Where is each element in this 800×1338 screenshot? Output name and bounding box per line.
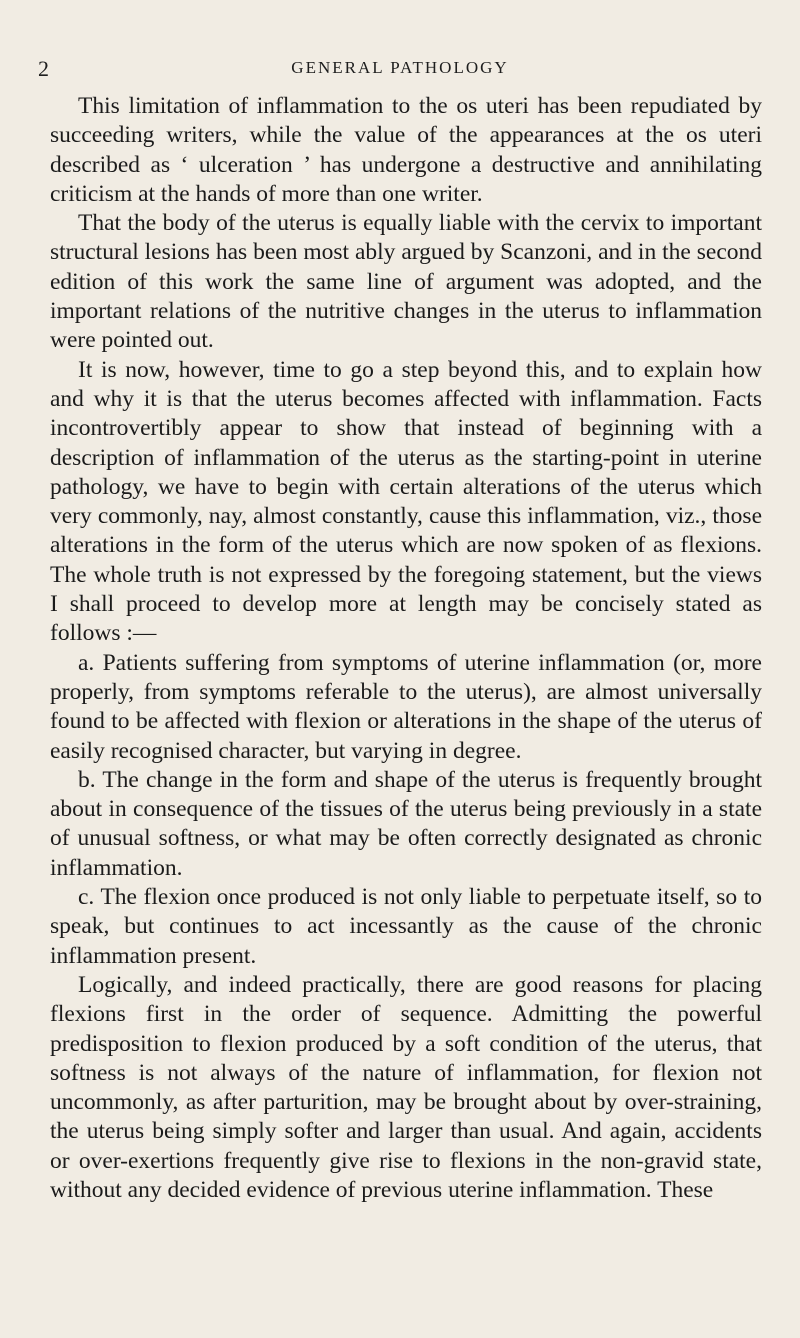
running-title: GENERAL PATHOLOGY [291, 58, 509, 77]
paragraph-point-b: b. The change in the form and shape of the uterus is frequently brought about in consequence of the tissues of the uterus being previously in a state of unusual softness, or what may be often correctly designated as chronic inflammation. [50, 766, 762, 881]
paragraph-logically: Logically, and indeed practically, there are good reasons for placing flexions first in the order of sequence. Admitting the powerful predisposition to flexion produced by a soft condition of the uterus, that softness is not always of the nature of inflammation, for flexion not uncommonly, as after parturition, may be brought about by over-straining, the uterus being simply softer and larger than usual. And again, accidents or over-exertions frequently give rise to flexions in the non-gravid state, without any decided evidence of previous uterine inflammation. These [50, 971, 762, 1203]
paragraph-point-c: c. The flexion once produced is not only liable to perpetuate itself, so to speak, but continues to act incessantly as the cause of the chronic inflammation present. [50, 884, 762, 969]
paragraph-point-a: a. Patients suffering from symptoms of uterine inflammation (or, more properly, from symptoms referable to the uterus), are almost universally found to be affected with flexion or alterations in the shape of the uterus of easily recognised character, but varying in degree. [50, 649, 762, 764]
running-head [0, 0, 800, 80]
paragraph-step-beyond: It is now, however, time to go a step beyond this, and to explain how and why it is that the uterus becomes affected with inflammation. Facts incontrovertibly appear to show that instead of beginning with a description of inflammation of the uterus as the starting-point in uterine pathology, we have to begin with certain alterations of the uterus which very commonly, nay, almost constantly, cause this inflammation, viz., those alterations in the form of the uterus which are now spoken of as flexions. The whole truth is not expressed by the foregoing statement, but the views I shall proceed to develop more at length may be concisely stated as follows :— [50, 356, 762, 647]
paragraph-limitation-os-uteri: This limitation of inflammation to the os uteri has been repudiated by succeeding writers, while the value of the appearances at the os uteri described as ‘ ulceration ’ has undergone a destructive and annihilating criticism at the hands of more than one writer. [50, 93, 762, 207]
body-text [50, 92, 762, 1205]
page-number: 2 [38, 56, 49, 81]
paragraph-body-of-uterus: That the body of the uterus is equally liable with the cervix to important structural lesions has been most ably argued by Scanzoni, and in the second edition of this work the same line of argument was adopted, and the important relations of the nutritive changes in the uterus to inflammation were pointed out. [50, 210, 762, 354]
